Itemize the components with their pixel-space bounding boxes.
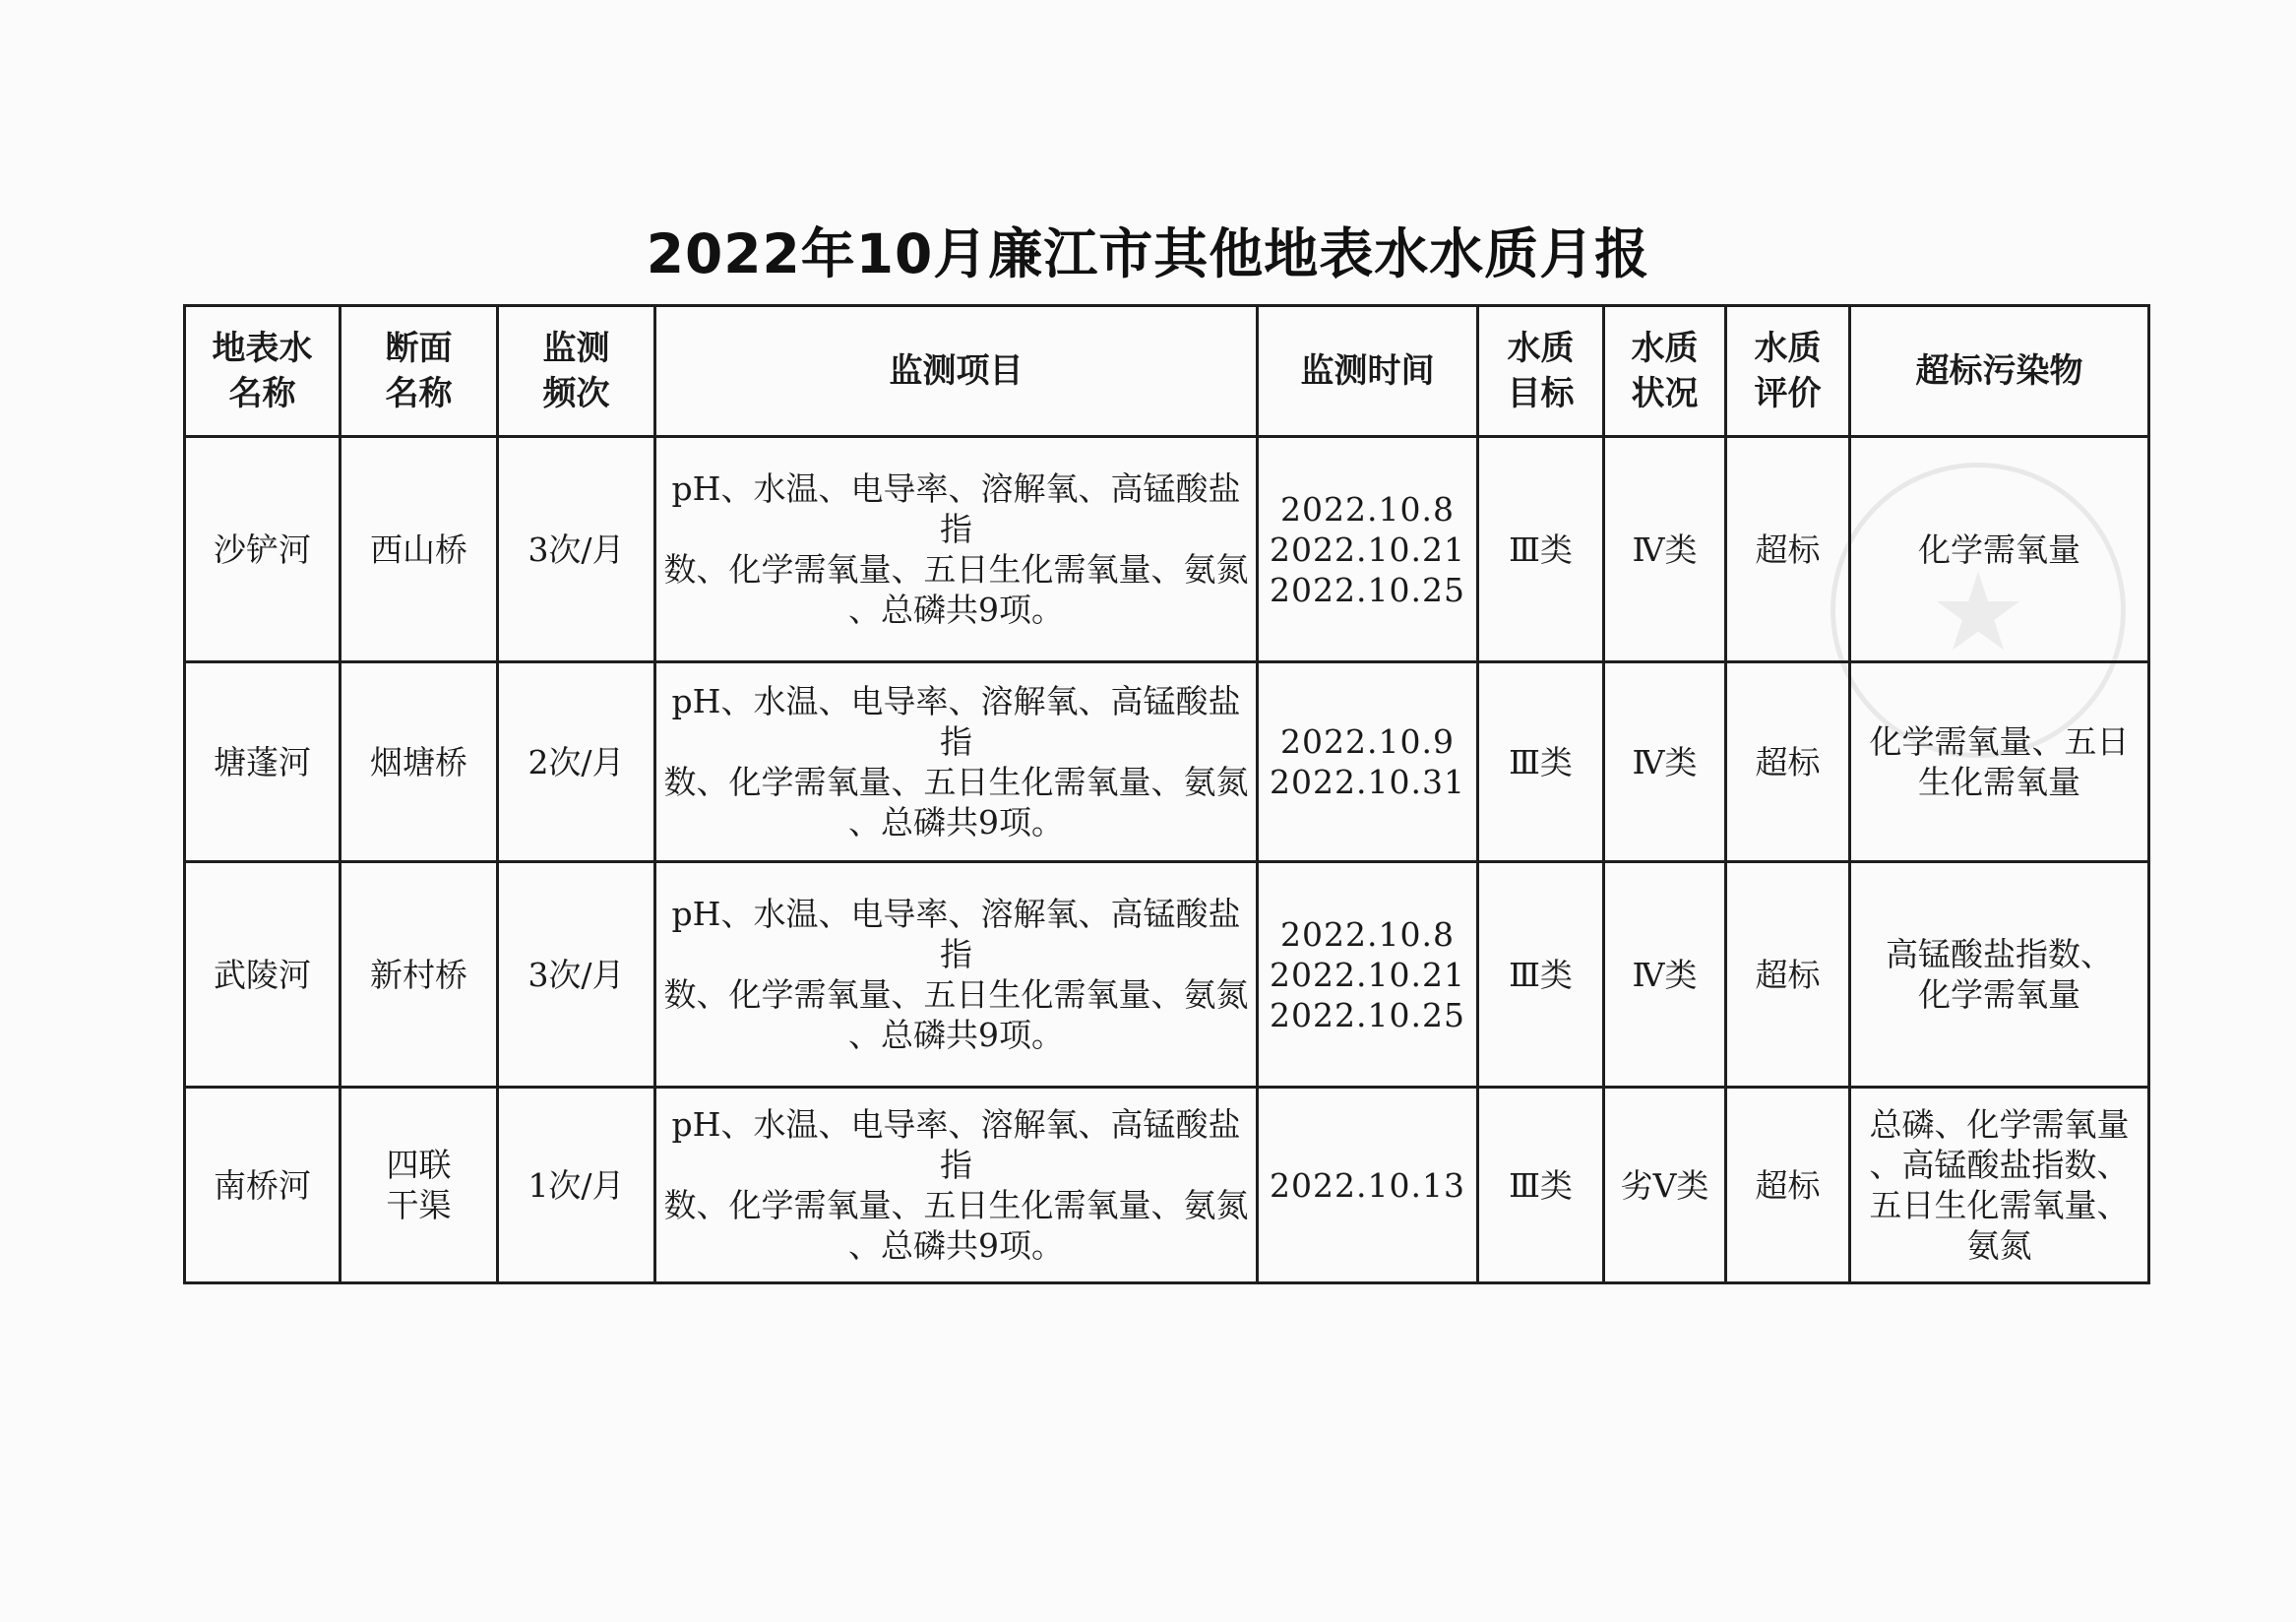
cell-dates: 2022.10.8 2022.10.21 2022.10.25 — [1258, 862, 1478, 1088]
cell-evaluation: 超标 — [1726, 662, 1850, 862]
cell-status: Ⅳ类 — [1604, 437, 1726, 662]
header-frequency: 监测 频次 — [498, 306, 655, 437]
cell-section: 西山桥 — [341, 437, 498, 662]
seal-star-icon: ★ — [1929, 549, 2027, 675]
cell-evaluation: 超标 — [1726, 437, 1850, 662]
cell-status: Ⅳ类 — [1604, 862, 1726, 1088]
header-pollutants: 超标污染物 — [1850, 306, 2149, 437]
header-items: 监测项目 — [655, 306, 1258, 437]
header-time: 监测时间 — [1258, 306, 1478, 437]
cell-target: Ⅲ类 — [1478, 662, 1604, 862]
header-row — [185, 306, 2149, 437]
cell-frequency: 2次/月 — [498, 662, 655, 862]
header-section: 断面 名称 — [341, 306, 498, 437]
header-status: 水质 状况 — [1604, 306, 1726, 437]
cell-section: 烟塘桥 — [341, 662, 498, 862]
header-evaluation: 水质 评价 — [1726, 306, 1850, 437]
cell-river: 武陵河 — [185, 862, 341, 1088]
table-row — [185, 662, 2149, 862]
cell-items: pH、水温、电导率、溶解氧、高锰酸盐指 数、化学需氧量、五日生化需氧量、氨氮 、总磷共9项。 — [655, 862, 1258, 1088]
header-river: 地表水 名称 — [185, 306, 341, 437]
table-row — [185, 862, 2149, 1088]
water-quality-table — [183, 304, 2150, 1284]
cell-evaluation: 超标 — [1726, 862, 1850, 1088]
cell-target: Ⅲ类 — [1478, 437, 1604, 662]
cell-status: Ⅳ类 — [1604, 662, 1726, 862]
cell-items: pH、水温、电导率、溶解氧、高锰酸盐指 数、化学需氧量、五日生化需氧量、氨氮 、总磷共9项。 — [655, 437, 1258, 662]
cell-frequency: 1次/月 — [498, 1088, 655, 1283]
cell-pollutants: 总磷、化学需氧量 、高锰酸盐指数、 五日生化需氧量、 氨氮 — [1850, 1088, 2149, 1283]
page-title: 2022年10月廉江市其他地表水水质月报 — [646, 222, 1650, 285]
cell-frequency: 3次/月 — [498, 862, 655, 1088]
cell-evaluation: 超标 — [1726, 1088, 1850, 1283]
cell-section: 新村桥 — [341, 862, 498, 1088]
cell-river: 塘蓬河 — [185, 662, 341, 862]
cell-pollutants: 高锰酸盐指数、 化学需氧量 — [1850, 862, 2149, 1088]
cell-target: Ⅲ类 — [1478, 862, 1604, 1088]
cell-pollutants: 化学需氧量、五日 生化需氧量 — [1850, 662, 2149, 862]
cell-items: pH、水温、电导率、溶解氧、高锰酸盐指 数、化学需氧量、五日生化需氧量、氨氮 、总磷共9项。 — [655, 1088, 1258, 1283]
cell-status: 劣Ⅴ类 — [1604, 1088, 1726, 1283]
table-row — [185, 437, 2149, 662]
cell-dates: 2022.10.13 — [1258, 1088, 1478, 1283]
cell-items: pH、水温、电导率、溶解氧、高锰酸盐指 数、化学需氧量、五日生化需氧量、氨氮 、总磷共9项。 — [655, 662, 1258, 862]
cell-dates: 2022.10.8 2022.10.21 2022.10.25 — [1258, 437, 1478, 662]
cell-river: 南桥河 — [185, 1088, 341, 1283]
cell-target: Ⅲ类 — [1478, 1088, 1604, 1283]
cell-dates: 2022.10.9 2022.10.31 — [1258, 662, 1478, 862]
cell-river: 沙铲河 — [185, 437, 341, 662]
table-row — [185, 1088, 2149, 1283]
cell-section: 四联 干渠 — [341, 1088, 498, 1283]
header-target: 水质 目标 — [1478, 306, 1604, 437]
cell-pollutants: 化学需氧量 — [1850, 437, 2149, 662]
cell-frequency: 3次/月 — [498, 437, 655, 662]
